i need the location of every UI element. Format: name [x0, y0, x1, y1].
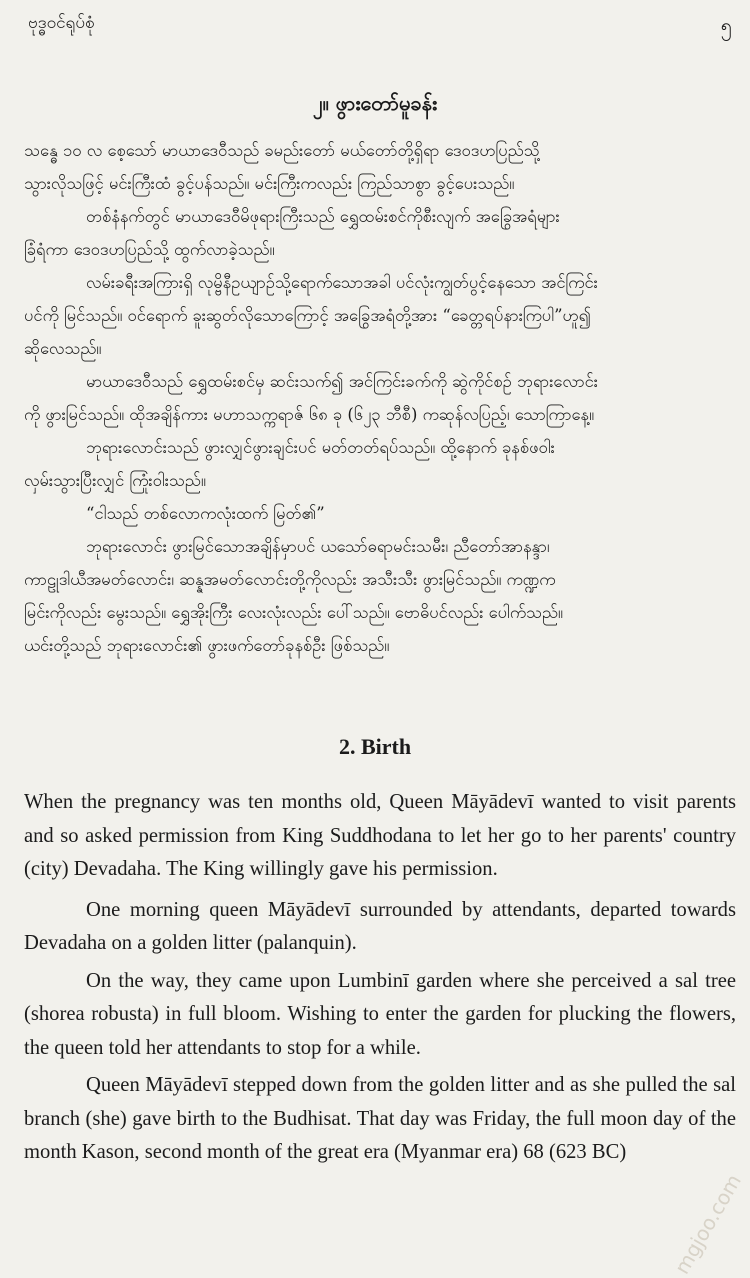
watermark: mgjoo.com — [669, 1170, 746, 1278]
myanmar-line: ဘုရားလောင်း ဖွားမြင်သောအချိန်မှာပင် ယသော်ဓရာမင်းသမီး၊ ညီတော်အာနန္ဒာ၊ — [86, 537, 550, 556]
english-paragraph: Queen Māyādevī stepped down from the golden litter and as she pulled the sal branch (she) gave birth to the Budhisat. That day was Friday, the full moon day of the month Kason, second month of the great era (Myanmar era) 68 (623 BC) — [24, 1074, 736, 1163]
running-title: ဗုဒ္ဓဝင်ရုပ်စုံ — [28, 13, 95, 33]
myanmar-line: ပင်ကို မြင်သည်။ ဝင်ရောက် ခူးဆွတ်လိုသောကြောင့် အခြွေအရံတို့အား “ခေတ္တရပ်နားကြပါ”ဟူ၍ — [24, 306, 591, 325]
english-paragraph: When the pregnancy was ten months old, Queen Māyādevī wanted to visit parents and so asked permission from King Suddhodana to let her go to her parents' country (city) Devadaha. The King willingly gave his permission. — [24, 791, 736, 880]
myanmar-line: ကို ဖွားမြင်သည်။ ထိုအချိန်ကား မဟာသက္ကရာဇ် ၆၈ ခု (၆၂၃ ဘီစီ) ကဆုန်လပြည့်၊ သောကြာနေ့။ — [24, 405, 594, 424]
myanmar-line: မြင်းကိုလည်း မွေးသည်။ ရွှေအိုးကြီး လေးလုံးလည်း ပေါ်သည်။ ဗောဓိပင်လည်း ပေါက်သည်။ — [24, 603, 563, 622]
myanmar-line: ကာဠုဒါယီအမတ်လောင်း၊ ဆန္နအမတ်လောင်းတို့ကိုလည်း အသီးသီး ဖွားမြင်သည်။ ကဏ္ဍက — [24, 570, 556, 589]
myanmar-line: ယင်းတို့သည် ဘုရားလောင်း၏ ဖွားဖက်တော်ခုနစ်ဦး ဖြစ်သည်။ — [24, 636, 390, 655]
myanmar-body — [24, 134, 730, 662]
myanmar-line: သန္ဓေ ၁၀ လ စေ့သော် မာယာဒေဝီသည် ခမည်းတော် မယ်တော်တို့ရှိရာ ဒေဝဒဟပြည်သို့ — [24, 141, 540, 160]
english-section-title: 2. Birth — [338, 734, 412, 759]
page-number: ၅ — [720, 13, 732, 37]
myanmar-line: လမ်းခရီးအကြားရှိ လုမ္ဗိနီဥယျာဉ်သို့ရောက်သောအခါ ပင်လုံးကျွတ်ပွင့်နေသော အင်ကြင်း — [86, 273, 598, 292]
myanmar-line: တစ်နံနက်တွင် မာယာဒေဝီမိဖုရားကြီးသည် ရွှေထမ်းစင်ကိုစီးလျက် အခြွေအရံများ — [86, 207, 560, 226]
myanmar-quote: “ငါသည် တစ်လောကလုံးထက် မြတ်၏” — [86, 504, 325, 523]
myanmar-line: သွားလိုသဖြင့် မင်းကြီးထံ ခွင့်ပန်သည်။ မင်းကြီးကလည်း ကြည်သာစွာ ခွင့်ပေးသည်။ — [24, 174, 515, 193]
myanmar-line: ဆိုလေသည်။ — [24, 339, 102, 358]
english-paragraph: On the way, they came upon Lumbinī garden where she perceived a sal tree (shorea robusta) in full bloom. Wishing to enter the garden for plucking the flowers, the queen told her attendants to stop for a while. — [24, 969, 736, 1059]
myanmar-line: လှမ်းသွားပြီးလျှင် ကြုံးဝါးသည်။ — [24, 471, 206, 490]
myanmar-line: ခြံရံကာ ဒေဝဒဟပြည်သို့ ထွက်လာခဲ့သည်။ — [24, 240, 275, 259]
english-body — [24, 786, 736, 1170]
myanmar-line: ဘုရားလောင်းသည် ဖွားလျှင်ဖွားချင်းပင် မတ်တတ်ရပ်သည်။ ထို့နောက် ခုနစ်ဖဝါး — [86, 438, 555, 457]
myanmar-line: မာယာဒေဝီသည် ရွှေထမ်းစင်မှ ဆင်းသက်၍ အင်ကြင်းခက်ကို ဆွဲကိုင်စဉ် ဘုရားလောင်း — [86, 372, 598, 391]
myanmar-section-title: ၂။ ဖွားတော်မူခန်း — [312, 91, 438, 115]
running-header — [28, 12, 732, 42]
english-paragraph: One morning queen Māyādevī surrounded by attendants, departed towards Devadaha on a golden litter (palanquin). — [24, 898, 736, 954]
